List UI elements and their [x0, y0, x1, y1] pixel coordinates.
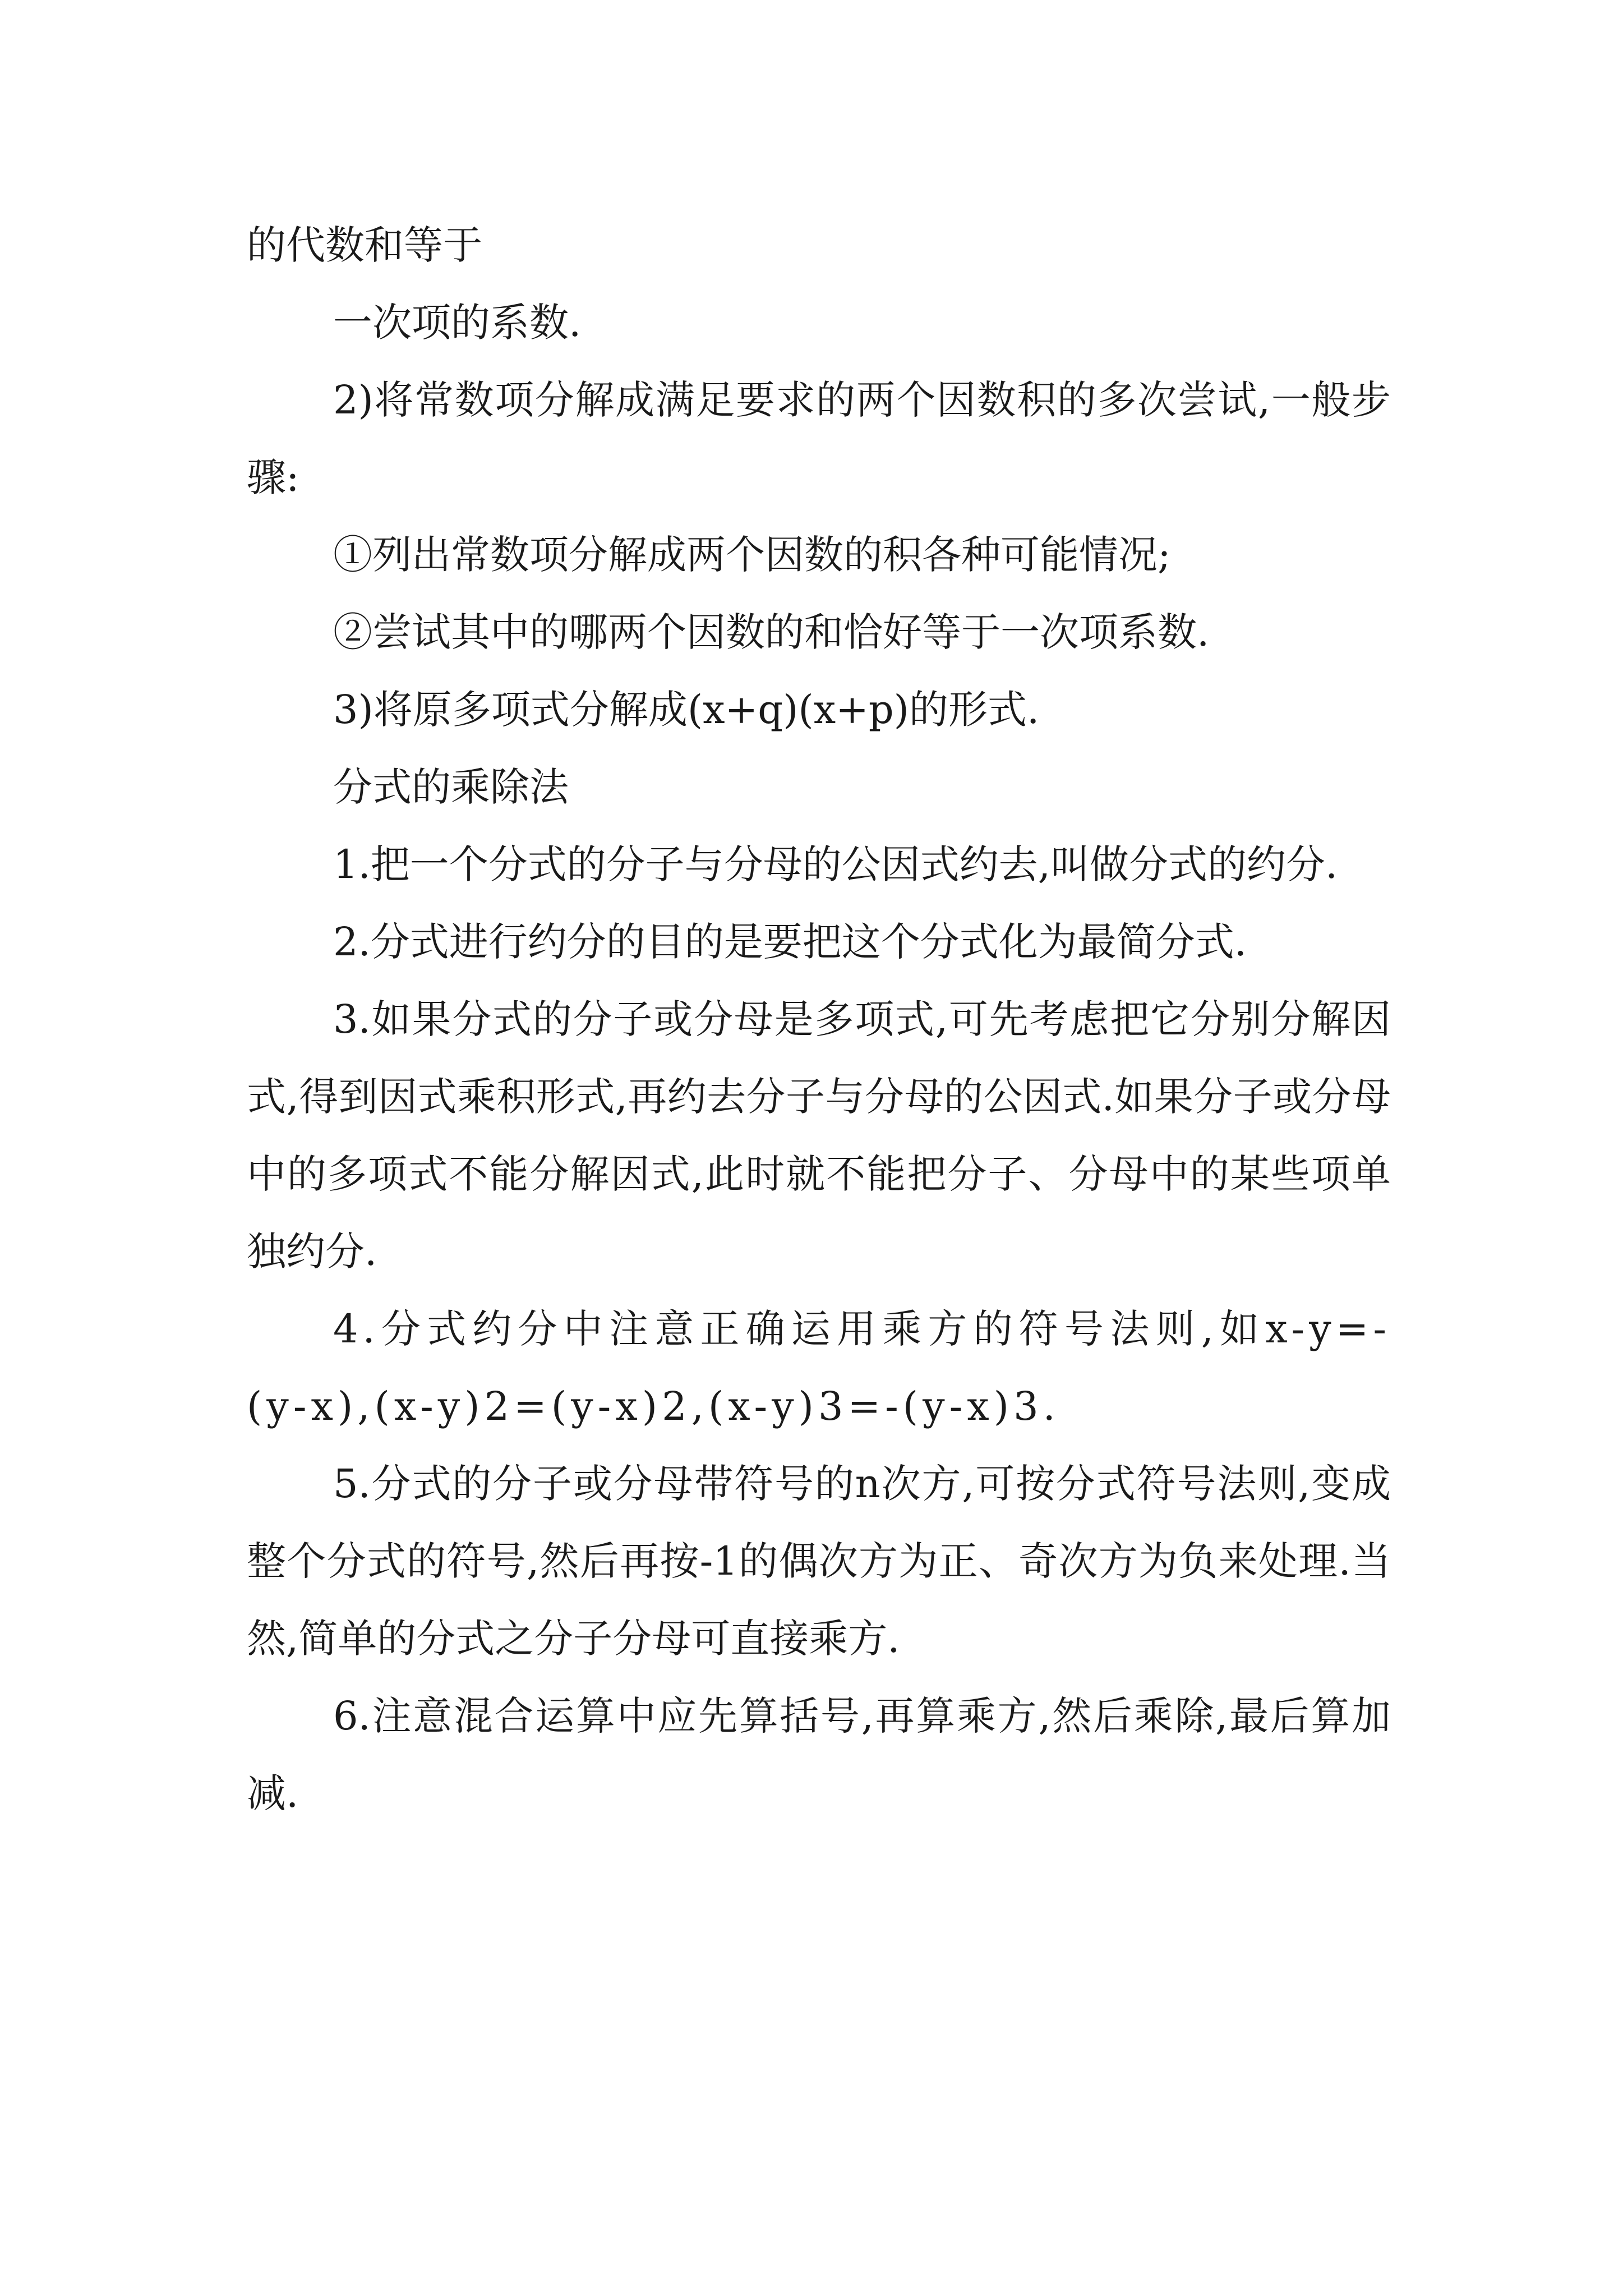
- paragraph-item-4: 4.分式约分中注意正确运用乘方的符号法则,如x-y=-(y-x),(x-y)2=(y-x)2,(x-y)3=-(y-x)3.: [247, 1306, 1391, 1429]
- paragraph-item-5: 5.分式的分子或分母带符号的n次方,可按分式符号法则,变成整个分式的符号,然后再按-1的偶次方为正、奇次方为负来处理.当然,简单的分式之分子分母可直接乘方.: [247, 1461, 1391, 1662]
- paragraph-linear-coefficient: 一次项的系数.: [333, 300, 582, 346]
- paragraph-item-6: 6.注意混合运算中应先算括号,再算乘方,然后乘除,最后算加减.: [247, 1693, 1391, 1816]
- paragraph-item-3: 3.如果分式的分子或分母是多项式,可先考虑把它分别分解因式,得到因式乘积形式,再约去分子与分母的公因式.如果分子或分母中的多项式不能分解因式,此时就不能把分子、分母中的某些项单独约分.: [247, 996, 1391, 1274]
- paragraph-substep-2: ②尝试其中的哪两个因数的和恰好等于一次项系数.: [333, 609, 1210, 655]
- paragraph-item-2: 2.分式进行约分的目的是要把这个分式化为最简分式.: [333, 919, 1247, 965]
- paragraph-step-3: 3)将原多项式分解成(x+q)(x+p)的形式.: [333, 687, 1040, 733]
- document-body: [247, 206, 1391, 1832]
- paragraph-item-1: 1.把一个分式的分子与分母的公因式约去,叫做分式的约分.: [333, 841, 1338, 887]
- paragraph-step-2: 2)将常数项分解成满足要求的两个因数积的多次尝试,一般步骤:: [247, 377, 1391, 500]
- paragraph-continuation: 的代数和等于: [247, 222, 482, 268]
- section-heading: 分式的乘除法: [333, 764, 569, 810]
- paragraph-substep-1: ①列出常数项分解成两个因数的积各种可能情况;: [333, 532, 1171, 578]
